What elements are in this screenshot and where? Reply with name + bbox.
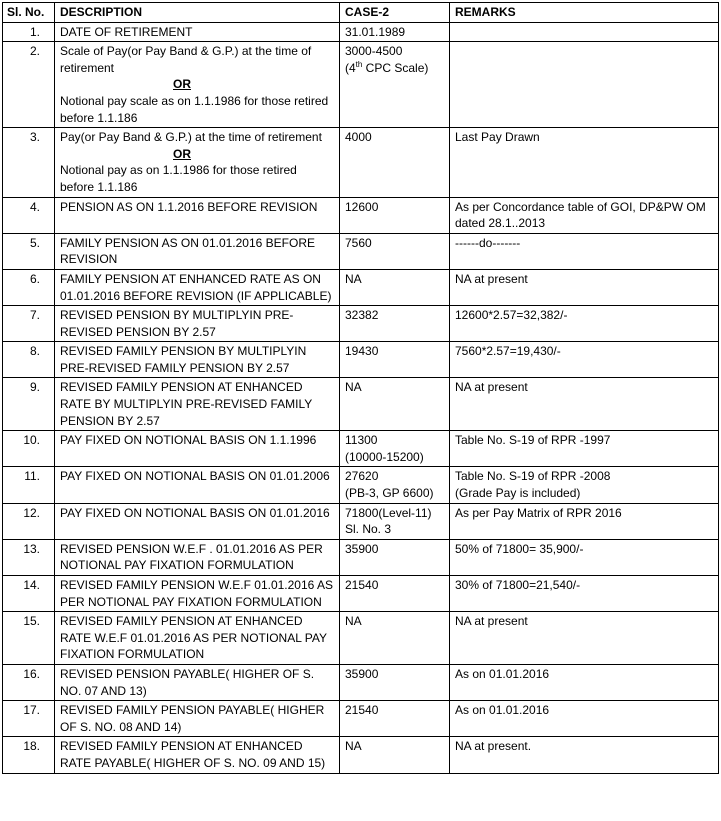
case-value-line: 11300	[345, 433, 378, 448]
row-description: DATE OF RETIREMENT	[55, 22, 340, 42]
row-remarks: 50% of 71800= 35,900/-	[450, 539, 719, 575]
row-remarks: 12600*2.57=32,382/-	[450, 306, 719, 342]
row-remarks: ------do-------	[450, 233, 719, 269]
case-note-line: (PB-3, GP 6600)	[345, 486, 434, 501]
table-row	[3, 378, 719, 431]
row-remarks: NA at present	[450, 269, 719, 305]
row-description: PAY FIXED ON NOTIONAL BASIS ON 01.01.2016	[55, 503, 340, 539]
row-remarks: 30% of 71800=21,540/-	[450, 576, 719, 612]
description-alternative: Notional pay scale as on 1.1.1986 for those retired before 1.1.186	[60, 93, 329, 125]
table-row	[3, 431, 719, 467]
row-description	[55, 128, 340, 197]
table-row	[3, 197, 719, 233]
table-row	[3, 128, 719, 197]
row-sl-no: 7.	[3, 306, 55, 342]
row-remarks: As per Pay Matrix of RPR 2016	[450, 503, 719, 539]
row-case-value: 4000	[340, 128, 450, 197]
row-remarks	[450, 467, 719, 503]
row-remarks: NA at present	[450, 378, 719, 431]
row-sl-no: 11.	[3, 467, 55, 503]
row-description: REVISED FAMILY PENSION W.E.F 01.01.2016 AS PER NOTIONAL PAY FIXATION FORMULATION	[55, 576, 340, 612]
header-sl-no: Sl. No.	[3, 3, 55, 23]
row-sl-no: 15.	[3, 612, 55, 665]
row-description: REVISED FAMILY PENSION AT ENHANCED RATE PAYABLE( HIGHER OF S. NO. 09 AND 15)	[55, 737, 340, 773]
row-sl-no: 17.	[3, 701, 55, 737]
row-case-value	[340, 503, 450, 539]
case-note-line	[345, 60, 444, 77]
table-row	[3, 269, 719, 305]
row-case-value	[340, 467, 450, 503]
row-case-value: 12600	[340, 197, 450, 233]
row-description: PAY FIXED ON NOTIONAL BASIS ON 01.01.2006	[55, 467, 340, 503]
row-description: REVISED FAMILY PENSION AT ENHANCED RATE W.E.F 01.01.2016 AS PER NOTIONAL PAY FIXATION FORMULATION	[55, 612, 340, 665]
table-row	[3, 503, 719, 539]
table-row	[3, 539, 719, 575]
case-note-superscript: th	[355, 59, 363, 69]
case-value-line: 71800(Level-11)	[345, 505, 432, 520]
row-remarks	[450, 22, 719, 42]
row-sl-no: 8.	[3, 342, 55, 378]
row-description: REVISED PENSION W.E.F . 01.01.2016 AS PER NOTIONAL PAY FIXATION FORMULATION	[55, 539, 340, 575]
row-sl-no: 14.	[3, 576, 55, 612]
row-sl-no: 13.	[3, 539, 55, 575]
row-sl-no: 16.	[3, 664, 55, 700]
remarks-line: Table No. S-19 of RPR -2008	[455, 469, 611, 484]
table-row	[3, 467, 719, 503]
header-description: DESCRIPTION	[55, 3, 340, 23]
table-row	[3, 42, 719, 128]
row-sl-no: 3.	[3, 128, 55, 197]
table-row	[3, 664, 719, 700]
row-sl-no: 18.	[3, 737, 55, 773]
row-remarks: NA at present	[450, 612, 719, 665]
row-remarks: Table No. S-19 of RPR -1997	[450, 431, 719, 467]
or-separator: OR	[173, 146, 191, 161]
row-description: FAMILY PENSION AT ENHANCED RATE AS ON 01.01.2016 BEFORE REVISION (IF APPLICABLE)	[55, 269, 340, 305]
row-case-value: 21540	[340, 576, 450, 612]
table-row	[3, 612, 719, 665]
row-remarks: NA at present.	[450, 737, 719, 773]
pension-revision-table	[2, 2, 719, 774]
row-sl-no: 1.	[3, 22, 55, 42]
case-note-post: CPC Scale)	[362, 60, 429, 75]
row-remarks: 7560*2.57=19,430/-	[450, 342, 719, 378]
case-value-line: 3000-4500	[345, 44, 403, 59]
row-remarks	[450, 42, 719, 128]
table-row	[3, 737, 719, 773]
row-remarks: As on 01.01.2016	[450, 664, 719, 700]
row-case-value: 35900	[340, 539, 450, 575]
table-row	[3, 576, 719, 612]
row-description: PENSION AS ON 1.1.2016 BEFORE REVISION	[55, 197, 340, 233]
row-case-value: NA	[340, 378, 450, 431]
row-description: REVISED FAMILY PENSION AT ENHANCED RATE BY MULTIPLYIN PRE-REVISED FAMILY PENSION BY 2.57	[55, 378, 340, 431]
table-header-row	[3, 3, 719, 23]
description-alternative: Notional pay as on 1.1.1986 for those retired before 1.1.186	[60, 163, 297, 194]
row-case-value: NA	[340, 737, 450, 773]
row-sl-no: 10.	[3, 431, 55, 467]
row-sl-no: 6.	[3, 269, 55, 305]
row-case-value: 32382	[340, 306, 450, 342]
row-sl-no: 4.	[3, 197, 55, 233]
row-case-value: NA	[340, 269, 450, 305]
row-description: REVISED PENSION PAYABLE( HIGHER OF S. NO. 07 AND 13)	[55, 664, 340, 700]
row-description	[55, 42, 340, 128]
row-remarks: As on 01.01.2016	[450, 701, 719, 737]
row-case-value: 35900	[340, 664, 450, 700]
case-note-pre: (4	[345, 60, 356, 75]
row-description: REVISED FAMILY PENSION BY MULTIPLYIN PRE-REVISED FAMILY PENSION BY 2.57	[55, 342, 340, 378]
table-row	[3, 306, 719, 342]
case-note-line: (10000-15200)	[345, 449, 424, 464]
row-case-value: 31.01.1989	[340, 22, 450, 42]
row-sl-no: 5.	[3, 233, 55, 269]
header-remarks: REMARKS	[450, 3, 719, 23]
row-sl-no: 12.	[3, 503, 55, 539]
case-note-line: Sl. No. 3	[345, 522, 392, 537]
row-case-value	[340, 42, 450, 128]
row-sl-no: 9.	[3, 378, 55, 431]
remarks-note-line: (Grade Pay is included)	[455, 486, 581, 501]
table-row	[3, 701, 719, 737]
table-row	[3, 342, 719, 378]
pension-revision-document	[2, 2, 718, 774]
row-description: REVISED PENSION BY MULTIPLYIN PRE-REVISED PENSION BY 2.57	[55, 306, 340, 342]
row-case-value: 21540	[340, 701, 450, 737]
table-row	[3, 22, 719, 42]
description-primary: Scale of Pay(or Pay Band & G.P.) at the time of retirement	[60, 44, 312, 75]
row-remarks: Last Pay Drawn	[450, 128, 719, 197]
header-case-2: CASE-2	[340, 3, 450, 23]
table-row	[3, 233, 719, 269]
row-description: FAMILY PENSION AS ON 01.01.2016 BEFORE REVISION	[55, 233, 340, 269]
row-description: PAY FIXED ON NOTIONAL BASIS ON 1.1.1996	[55, 431, 340, 467]
row-case-value: NA	[340, 612, 450, 665]
row-description: REVISED FAMILY PENSION PAYABLE( HIGHER OF S. NO. 08 AND 14)	[55, 701, 340, 737]
row-case-value: 19430	[340, 342, 450, 378]
or-separator: OR	[173, 77, 191, 92]
description-primary: Pay(or Pay Band & G.P.) at the time of retirement	[60, 130, 322, 145]
case-value-line: 27620	[345, 469, 379, 484]
row-remarks: As per Concordance table of GOI, DP&PW OM dated 28.1..2013	[450, 197, 719, 233]
row-case-value	[340, 431, 450, 467]
row-sl-no: 2.	[3, 42, 55, 128]
row-case-value: 7560	[340, 233, 450, 269]
